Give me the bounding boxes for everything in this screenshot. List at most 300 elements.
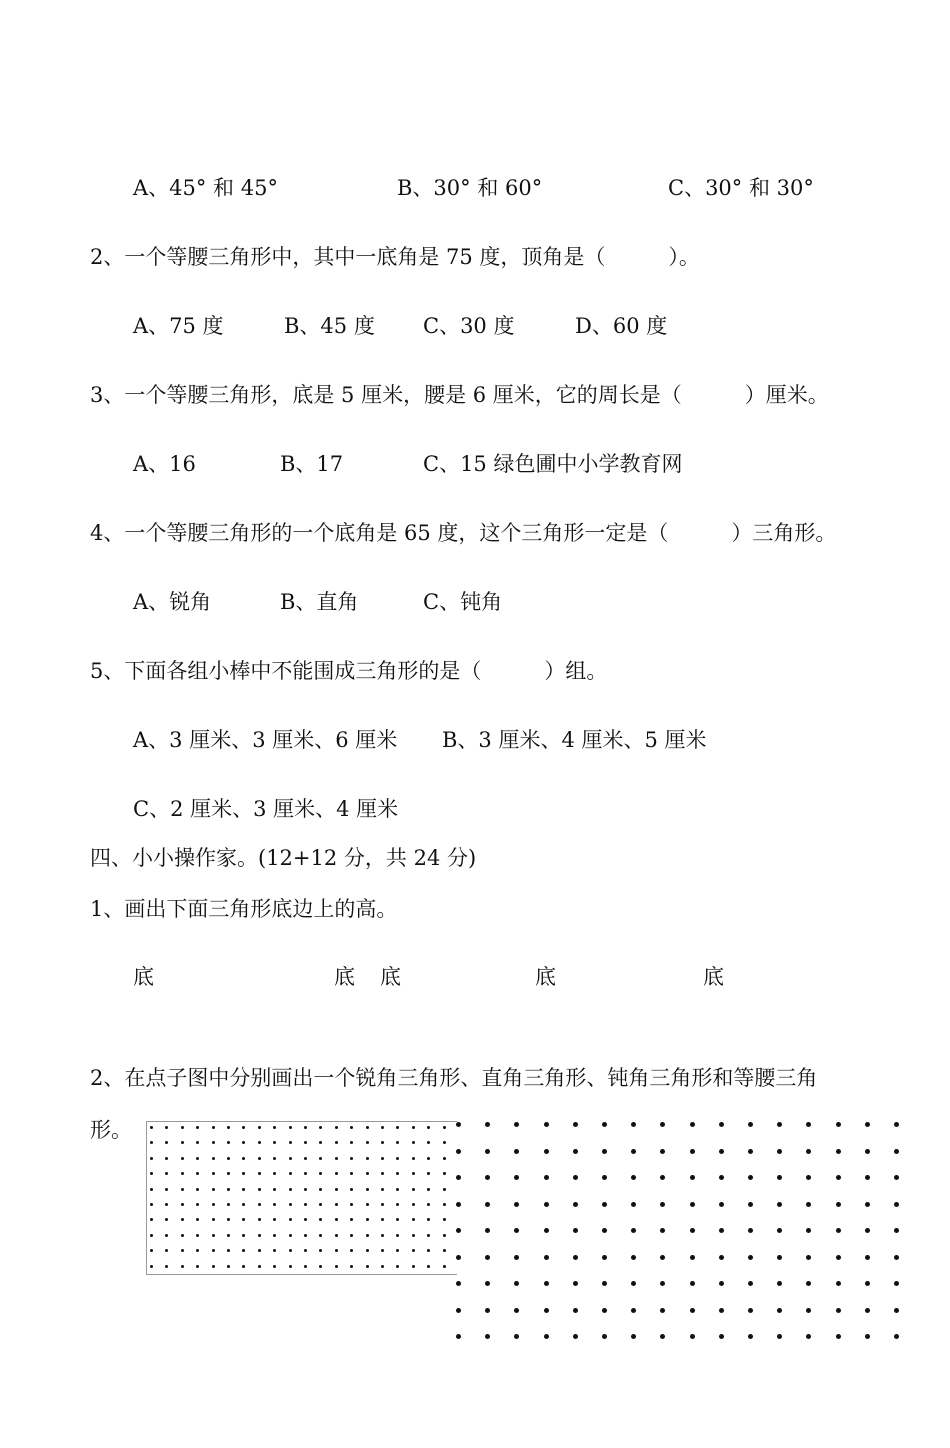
grid-dot: [412, 1249, 415, 1252]
grid-dot: [381, 1234, 384, 1237]
grid-dot: [181, 1203, 184, 1206]
grid-dot: [242, 1203, 245, 1206]
grid-dot: [227, 1141, 230, 1144]
grid-dot: [456, 1308, 461, 1313]
grid-dot: [544, 1334, 549, 1339]
grid-dot: [427, 1141, 430, 1144]
grid-dot: [366, 1157, 369, 1160]
grid-dot: [150, 1203, 153, 1206]
grid-dot: [485, 1281, 490, 1286]
grid-dot: [258, 1265, 261, 1268]
grid-dot: [196, 1188, 199, 1191]
grid-dot: [456, 1228, 461, 1233]
q2-option-d: D、60 度: [575, 314, 668, 338]
grid-dot: [690, 1308, 695, 1313]
grid-dot: [165, 1141, 168, 1144]
grid-dot: [443, 1265, 446, 1268]
grid-dot: [514, 1281, 519, 1286]
grid-dot: [181, 1126, 184, 1129]
base-label-2: 底: [334, 965, 355, 989]
grid-dot: [660, 1149, 665, 1154]
grid-dot: [573, 1149, 578, 1154]
grid-dot: [242, 1218, 245, 1221]
grid-dot: [181, 1218, 184, 1221]
grid-dot: [544, 1228, 549, 1233]
grid-dot: [836, 1334, 841, 1339]
grid-dot: [485, 1228, 490, 1233]
grid-dot: [366, 1218, 369, 1221]
grid-dot: [719, 1308, 724, 1313]
grid-dot: [304, 1265, 307, 1268]
grid-dot: [865, 1281, 870, 1286]
grid-dot: [456, 1149, 461, 1154]
grid-dot: [412, 1141, 415, 1144]
grid-dot: [427, 1157, 430, 1160]
grid-dot: [485, 1255, 490, 1260]
grid-dot: [227, 1126, 230, 1129]
grid-dot: [719, 1228, 724, 1233]
q4-option-b: B、直角: [280, 590, 359, 614]
grid-dot: [396, 1218, 399, 1221]
grid-dot: [319, 1265, 322, 1268]
grid-dot: [304, 1203, 307, 1206]
grid-dot: [631, 1202, 636, 1207]
grid-dot: [544, 1122, 549, 1127]
grid-dot: [335, 1249, 338, 1252]
grid-dot: [181, 1188, 184, 1191]
grid-dot: [181, 1141, 184, 1144]
q1-option-b: B、30° 和 60°: [397, 176, 543, 200]
grid-dot: [212, 1218, 215, 1221]
grid-dot: [748, 1281, 753, 1286]
grid-dot: [631, 1175, 636, 1180]
grid-dot: [396, 1265, 399, 1268]
grid-dot: [289, 1265, 292, 1268]
grid-dot: [335, 1126, 338, 1129]
grid-dot: [894, 1228, 899, 1233]
grid-dot: [777, 1228, 782, 1233]
q4-option-a: A、锐角: [133, 590, 212, 614]
grid-dot: [514, 1228, 519, 1233]
grid-dot: [690, 1149, 695, 1154]
grid-dot: [690, 1255, 695, 1260]
grid-dot: [456, 1122, 461, 1127]
grid-dot: [456, 1255, 461, 1260]
grid-dot: [181, 1265, 184, 1268]
grid-dot: [719, 1122, 724, 1127]
grid-dot: [894, 1149, 899, 1154]
grid-dot: [690, 1281, 695, 1286]
grid-dot: [396, 1249, 399, 1252]
grid-dot: [289, 1188, 292, 1191]
grid-dot: [381, 1172, 384, 1175]
grid-dot: [304, 1172, 307, 1175]
grid-dot: [719, 1334, 724, 1339]
grid-dot: [350, 1218, 353, 1221]
grid-dot: [381, 1249, 384, 1252]
grid-dot: [777, 1281, 782, 1286]
grid-dot: [836, 1228, 841, 1233]
grid-dot: [660, 1202, 665, 1207]
grid-dot: [181, 1172, 184, 1175]
grid-dot: [381, 1203, 384, 1206]
grid-dot: [273, 1188, 276, 1191]
grid-dot: [350, 1188, 353, 1191]
grid-dot: [602, 1334, 607, 1339]
grid-dot: [894, 1255, 899, 1260]
grid-dot: [196, 1126, 199, 1129]
grid-dot: [335, 1157, 338, 1160]
grid-dot: [690, 1175, 695, 1180]
grid-dot: [485, 1175, 490, 1180]
grid-dot: [258, 1141, 261, 1144]
grid-dot: [212, 1126, 215, 1129]
grid-dot: [350, 1203, 353, 1206]
grid-dot: [806, 1149, 811, 1154]
grid-dot: [894, 1281, 899, 1286]
grid-dot: [412, 1126, 415, 1129]
grid-dot: [514, 1149, 519, 1154]
grid-dot: [514, 1175, 519, 1180]
grid-dot: [350, 1265, 353, 1268]
grid-dot: [690, 1122, 695, 1127]
grid-dot: [381, 1126, 384, 1129]
grid-dot: [150, 1126, 153, 1129]
grid-dot: [748, 1228, 753, 1233]
grid-dot: [150, 1188, 153, 1191]
grid-dot: [777, 1175, 782, 1180]
grid-dot: [242, 1172, 245, 1175]
grid-dot: [485, 1122, 490, 1127]
q3-option-b: B、17: [280, 452, 344, 476]
grid-dot: [196, 1141, 199, 1144]
grid-dot: [456, 1281, 461, 1286]
grid-dot: [748, 1255, 753, 1260]
grid-dot: [304, 1141, 307, 1144]
grid-dot: [602, 1255, 607, 1260]
grid-dot: [242, 1234, 245, 1237]
grid-dot: [427, 1218, 430, 1221]
grid-dot: [350, 1141, 353, 1144]
grid-dot: [894, 1202, 899, 1207]
grid-dot: [335, 1265, 338, 1268]
grid-dot: [514, 1255, 519, 1260]
grid-dot: [258, 1218, 261, 1221]
grid-dot: [150, 1249, 153, 1252]
grid-dot: [150, 1141, 153, 1144]
grid-dot: [319, 1234, 322, 1237]
grid-dot: [660, 1122, 665, 1127]
grid-dot: [227, 1203, 230, 1206]
grid-dot: [748, 1175, 753, 1180]
grid-dot: [273, 1172, 276, 1175]
grid-dot: [514, 1122, 519, 1127]
grid-dot: [631, 1334, 636, 1339]
grid-dot: [631, 1308, 636, 1313]
grid-dot: [242, 1265, 245, 1268]
grid-dot: [544, 1308, 549, 1313]
grid-dot: [544, 1175, 549, 1180]
grid-dot: [865, 1202, 870, 1207]
grid-dot: [660, 1281, 665, 1286]
grid-dot: [319, 1203, 322, 1206]
grid-dot: [304, 1126, 307, 1129]
grid-dot: [366, 1141, 369, 1144]
grid-dot: [227, 1249, 230, 1252]
grid-dot: [273, 1234, 276, 1237]
grid-dot: [544, 1281, 549, 1286]
q1-option-c: C、30° 和 30°: [668, 176, 814, 200]
grid-dot: [227, 1188, 230, 1191]
section4-task1: 1、画出下面三角形底边上的高。: [90, 897, 398, 921]
grid-dot: [602, 1122, 607, 1127]
grid-dot: [196, 1218, 199, 1221]
grid-dot: [443, 1249, 446, 1252]
grid-dot: [443, 1188, 446, 1191]
grid-dot: [573, 1122, 578, 1127]
grid-dot: [573, 1175, 578, 1180]
grid-dot: [573, 1228, 578, 1233]
grid-dot: [777, 1334, 782, 1339]
grid-dot: [719, 1175, 724, 1180]
grid-dot: [258, 1172, 261, 1175]
grid-dot: [242, 1141, 245, 1144]
grid-dot: [242, 1157, 245, 1160]
grid-dot: [350, 1172, 353, 1175]
grid-dot: [319, 1172, 322, 1175]
grid-dot: [412, 1172, 415, 1175]
grid-dot: [196, 1172, 199, 1175]
grid-dot: [366, 1126, 369, 1129]
grid-dot: [485, 1202, 490, 1207]
grid-dot: [273, 1203, 276, 1206]
grid-dot: [381, 1188, 384, 1191]
grid-dot: [602, 1308, 607, 1313]
grid-dot: [443, 1157, 446, 1160]
grid-dot: [602, 1228, 607, 1233]
grid-dot: [412, 1218, 415, 1221]
grid-dot: [836, 1149, 841, 1154]
grid-dot: [806, 1255, 811, 1260]
grid-dot: [319, 1249, 322, 1252]
section4-task2-line2: 形。: [90, 1118, 132, 1142]
section4-title: 四、小小操作家。(12+12 分，共 24 分): [90, 846, 477, 870]
grid-dot: [396, 1234, 399, 1237]
grid-dot: [319, 1218, 322, 1221]
grid-dot: [427, 1234, 430, 1237]
grid-dot: [289, 1234, 292, 1237]
grid-dot: [150, 1172, 153, 1175]
grid-dot: [514, 1334, 519, 1339]
grid-dot: [396, 1172, 399, 1175]
section4-task2-line1: 2、在点子图中分别画出一个锐角三角形、直角三角形、钝角三角形和等腰三角: [90, 1066, 818, 1090]
grid-dot: [806, 1202, 811, 1207]
grid-dot: [227, 1157, 230, 1160]
grid-dot: [366, 1234, 369, 1237]
grid-dot: [427, 1249, 430, 1252]
grid-dot: [304, 1218, 307, 1221]
grid-dot: [485, 1308, 490, 1313]
grid-dot: [212, 1172, 215, 1175]
grid-dot: [396, 1126, 399, 1129]
grid-dot: [289, 1203, 292, 1206]
grid-dot: [894, 1334, 899, 1339]
grid-dot: [836, 1202, 841, 1207]
grid-dot: [806, 1308, 811, 1313]
grid-dot: [631, 1122, 636, 1127]
grid-dot: [212, 1141, 215, 1144]
grid-dot: [396, 1188, 399, 1191]
grid-dot: [894, 1308, 899, 1313]
grid-dot: [319, 1141, 322, 1144]
grid-dot: [212, 1249, 215, 1252]
grid-dot: [181, 1157, 184, 1160]
q2-option-b: B、45 度: [284, 314, 375, 338]
grid-dot: [412, 1188, 415, 1191]
grid-dot: [165, 1218, 168, 1221]
grid-dot: [443, 1218, 446, 1221]
grid-dot: [573, 1334, 578, 1339]
grid-dot: [719, 1202, 724, 1207]
large-dot-grid: [452, 1116, 918, 1348]
grid-dot: [865, 1334, 870, 1339]
grid-dot: [181, 1249, 184, 1252]
grid-dot: [165, 1249, 168, 1252]
q1-option-a: A、45° 和 45°: [133, 176, 278, 200]
q2-option-a: A、75 度: [133, 314, 224, 338]
grid-dot: [514, 1202, 519, 1207]
grid-dot: [212, 1203, 215, 1206]
grid-dot: [427, 1126, 430, 1129]
grid-dot: [335, 1141, 338, 1144]
q4-stem: 4、一个等腰三角形的一个底角是 65 度，这个三角形一定是（ ）三角形。: [90, 521, 837, 545]
grid-dot: [836, 1175, 841, 1180]
grid-dot: [443, 1141, 446, 1144]
grid-dot: [660, 1228, 665, 1233]
grid-dot: [258, 1203, 261, 1206]
grid-dot: [227, 1172, 230, 1175]
grid-dot: [165, 1265, 168, 1268]
grid-dot: [196, 1249, 199, 1252]
q5-stem: 5、下面各组小棒中不能围成三角形的是（ ）组。: [90, 659, 608, 683]
grid-dot: [748, 1202, 753, 1207]
grid-dot: [806, 1122, 811, 1127]
grid-dot: [396, 1157, 399, 1160]
grid-dot: [273, 1218, 276, 1221]
grid-dot: [304, 1234, 307, 1237]
grid-dot: [631, 1281, 636, 1286]
grid-dot: [381, 1265, 384, 1268]
grid-dot: [289, 1126, 292, 1129]
grid-dot: [777, 1122, 782, 1127]
grid-dot: [350, 1126, 353, 1129]
grid-dot: [894, 1175, 899, 1180]
grid-dot: [660, 1175, 665, 1180]
grid-dot: [427, 1203, 430, 1206]
grid-dot: [212, 1234, 215, 1237]
grid-dot: [165, 1126, 168, 1129]
grid-dot: [196, 1203, 199, 1206]
base-label-4: 底: [535, 965, 556, 989]
base-label-5: 底: [703, 965, 724, 989]
grid-dot: [258, 1234, 261, 1237]
grid-dot: [165, 1234, 168, 1237]
grid-dot: [350, 1249, 353, 1252]
grid-dot: [227, 1265, 230, 1268]
base-label-3: 底: [380, 965, 401, 989]
grid-dot: [806, 1228, 811, 1233]
grid-dot: [865, 1255, 870, 1260]
grid-dot: [485, 1334, 490, 1339]
small-dot-grid: [146, 1121, 457, 1275]
grid-dot: [690, 1202, 695, 1207]
base-label-1: 底: [133, 965, 154, 989]
grid-dot: [258, 1157, 261, 1160]
grid-dot: [443, 1126, 446, 1129]
grid-dot: [335, 1218, 338, 1221]
grid-dot: [412, 1203, 415, 1206]
grid-dot: [273, 1265, 276, 1268]
q3-option-a: A、16: [133, 452, 196, 476]
grid-dot: [602, 1175, 607, 1180]
grid-dot: [396, 1141, 399, 1144]
grid-dot: [573, 1202, 578, 1207]
grid-dot: [165, 1188, 168, 1191]
grid-dot: [894, 1122, 899, 1127]
grid-dot: [350, 1234, 353, 1237]
grid-dot: [412, 1234, 415, 1237]
q2-option-c: C、30 度: [423, 314, 515, 338]
grid-dot: [335, 1203, 338, 1206]
grid-dot: [165, 1203, 168, 1206]
grid-dot: [150, 1218, 153, 1221]
grid-dot: [836, 1122, 841, 1127]
grid-dot: [273, 1141, 276, 1144]
grid-dot: [165, 1172, 168, 1175]
grid-dot: [150, 1157, 153, 1160]
grid-dot: [273, 1157, 276, 1160]
grid-dot: [289, 1172, 292, 1175]
grid-dot: [806, 1334, 811, 1339]
q4-option-c: C、钝角: [423, 590, 503, 614]
grid-dot: [443, 1203, 446, 1206]
grid-dot: [865, 1149, 870, 1154]
grid-dot: [836, 1308, 841, 1313]
grid-dot: [865, 1175, 870, 1180]
grid-dot: [335, 1172, 338, 1175]
grid-dot: [660, 1255, 665, 1260]
grid-dot: [412, 1157, 415, 1160]
grid-dot: [150, 1265, 153, 1268]
grid-dot: [748, 1149, 753, 1154]
grid-dot: [196, 1265, 199, 1268]
grid-dot: [335, 1234, 338, 1237]
grid-dot: [777, 1202, 782, 1207]
grid-dot: [319, 1126, 322, 1129]
grid-dot: [212, 1265, 215, 1268]
grid-dot: [748, 1308, 753, 1313]
grid-dot: [719, 1281, 724, 1286]
grid-dot: [381, 1218, 384, 1221]
grid-dot: [573, 1255, 578, 1260]
grid-dot: [366, 1172, 369, 1175]
grid-dot: [366, 1188, 369, 1191]
grid-dot: [150, 1234, 153, 1237]
grid-dot: [289, 1249, 292, 1252]
grid-dot: [719, 1255, 724, 1260]
grid-dot: [456, 1175, 461, 1180]
grid-dot: [227, 1234, 230, 1237]
